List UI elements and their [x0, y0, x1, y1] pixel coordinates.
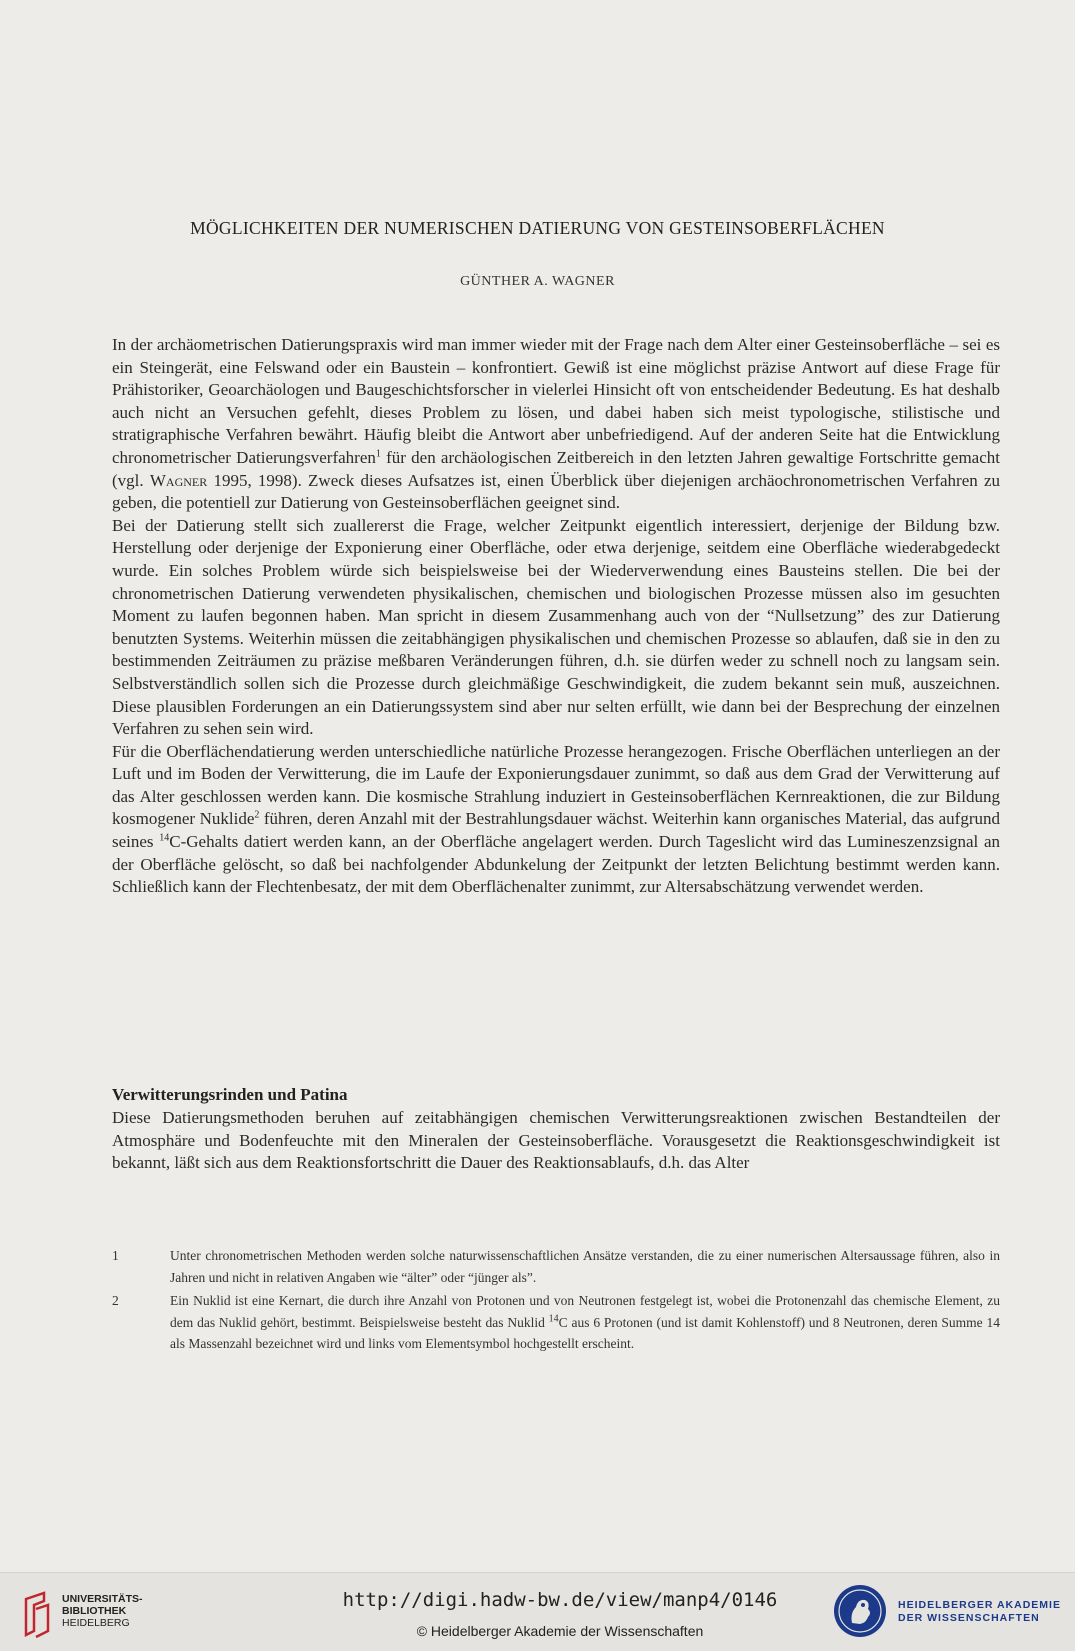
footnote-ref-1[interactable]: 1 — [375, 448, 381, 460]
footnote-2 — [112, 1290, 1000, 1355]
academy-name[interactable]: HEIDELBERGER AKADEMIE DER WISSENSCHAFTEN — [898, 1599, 1061, 1624]
footnote-1 — [112, 1245, 1000, 1288]
footnote-text: Ein Nuklid ist eine Kernart, die durch ihre Anzahl von Protonen und von Neutronen festgelegt ist, wobei die Protonenzahl das chemische Element, zu dem das Nuklid gehört, bestimmt. Beispielsweise besteht das Nuklid $^{14}$C aus 6 Protonen (und ist damit Kohlenstoff) und 8 Neutronen, deren Summe 14 als Massenzahl bezeichnet wird und links vom Elementsymbol hochgestellt erscheint. — [170, 1293, 1000, 1351]
section-heading: Verwitterungsrinden und Patina — [112, 1085, 348, 1104]
permalink-url[interactable]: http://digi.hadw-bw.de/view/manp4/0146 — [342, 1589, 778, 1611]
footnotes — [112, 1245, 1000, 1357]
footnote-number: 2 — [112, 1293, 119, 1308]
section-body — [112, 1107, 1000, 1175]
viewer-footer — [0, 1572, 1075, 1651]
isotope-superscript: 14 — [548, 1313, 559, 1324]
university-library-name[interactable]: UNIVERSITÄTS- BIBLIOTHEK HEIDELBERG — [62, 1593, 143, 1629]
article-body — [112, 334, 1000, 899]
academy-seal-icon[interactable] — [832, 1583, 888, 1639]
footnote-number: 1 — [112, 1248, 119, 1263]
citation-author: Wagner — [149, 470, 208, 490]
paragraph-1: In der archäometrischen Datierungspraxis wird man immer wieder mit der Frage nach dem Alter einer Gesteinsoberfläche – sei es ein Steingerät, eine Felswand oder ein Baustein – konfrontiert. Gewiß ist eine möglichst präzise Antwort auf diese Frage für Prähistoriker, Geoarchäologen und Baugeschichtsforscher in vielerlei Hinsicht oft von entscheidender Bedeutung. Es hat deshalb auch nicht an Versuchen gefehlt, dieses Problem zu lösen, und dabei haben sich meist typologische, stilistische und stratigraphische Verfahren bewährt. Häufig bleibt die Antwort aber unbefriedigend. Auf der anderen Seite hat die Entwicklung chronometrischer Datierungsverfahren$^1$ für den archäologischen Zeitbereich in den letzten Jahren gewaltige Fortschritte gemacht (vgl. Wagner 1995, 1998). Zweck dieses Aufsatzes ist, einen Überblick über diejenigen archäochronometrischen Verfahren zu geben, die potentiell zur Datierung von Gesteinsoberflächen geeignet sind. — [112, 335, 1001, 513]
article-title: MÖGLICHKEITEN DER NUMERISCHEN DATIERUNG VON GESTEINSOBERFLÄCHEN — [190, 218, 885, 238]
paragraph-3: Für die Oberflächendatierung werden unterschiedliche natürliche Prozesse herangezogen. Frische Oberflächen unterliegen an der Luft und im Boden der Verwitterung, die im Laufe der Exponierungsdauer zunimmt, so daß aus dem Grad der Verwitterung auf das Alter geschlossen werden kann. Die kosmische Strahlung induziert in Gesteinsoberflächen Kernreaktionen, die zur Bildung kosmogener Nuklide$^2$ führen, deren Anzahl mit der Bestrahlungsdauer wächst. Weiterhin kann organisches Material, das aufgrund seines $^{14}$C-Gehalts datiert werden kann, an der Oberfläche angelagert werden. Durch Tageslicht wird das Lumineszenzsignal an der Oberfläche gelöscht, so daß bei nachfolgender Abdunkelung der Zeitpunkt der letzten Belichtung bestimmt werden kann. Schließlich kann der Flechtenbesatz, der mit dem Oberflächenalter zunimmt, zur Altersabschätzung verwendet werden. — [112, 741, 1001, 897]
isotope-superscript: 14 — [159, 832, 170, 844]
article-author: GÜNTHER A. WAGNER — [460, 274, 615, 289]
footnote-ref-2[interactable]: 2 — [254, 809, 260, 821]
footnote-text: Unter chronometrischen Methoden werden solche naturwissenschaftlichen Ansätze verstanden, die zu einer numerischen Altersaussage führen, also in Jahren und nicht in relativen Angaben wie “älter” oder “jünger als”. — [170, 1248, 1000, 1285]
paragraph-2: Bei der Datierung stellt sich zuallererst die Frage, welcher Zeitpunkt eigentlich interessiert, derjenige der Bildung bzw. Herstellung oder derjenige der Exponierung einer Oberfläche, oder etwa derjenige, seitdem eine Oberfläche wiederabgedeckt wurde. Ein solches Problem würde sich beispielsweise bei der Wiederverwendung eines Bausteins stellen. Die bei der chronometrischen Datierung verwendeten physikalischen, chemischen und biologischen Prozesse müssen also im gesuchten Moment zu laufen begonnen haben. Man spricht in diesem Zusammenhang auch von der “Nullsetzung” des zur Datierung benutzten Systems. Weiterhin müssen die zeitabhängigen physikalischen und chemischen Prozesse so ablaufen, daß sie in den zu bestimmenden Zeiträumen zu präzise meßbaren Veränderungen führen, d.h. sie dürfen weder zu schnell noch zu langsam sein. Selbstverständlich sollen sich die Prozesse durch gleichmäßige Geschwindigkeit, die zudem bekannt sein muß, auszeichnen. Diese plausiblen Forderungen an ein Datierungssystem sind aber nur selten erfüllt, wie dann bei der Besprechung der einzelnen Verfahren zu sehen sein wird. — [112, 515, 1000, 739]
section-paragraph-1: Diese Datierungsmethoden beruhen auf zeitabhängigen chemischen Verwitterungsreaktionen zwischen Bestandteilen der Atmosphäre und Bodenfeuchte mit den Mineralen der Gesteinsoberfläche. Vorausgesetzt die Reaktionsgeschwindigkeit ist bekannt, läßt sich aus dem Reaktionsfortschritt die Dauer des Reaktionsablaufs, d.h. das Alter — [112, 1108, 1000, 1173]
copyright-notice: © Heidelberger Akademie der Wissenschaften — [416, 1623, 704, 1639]
